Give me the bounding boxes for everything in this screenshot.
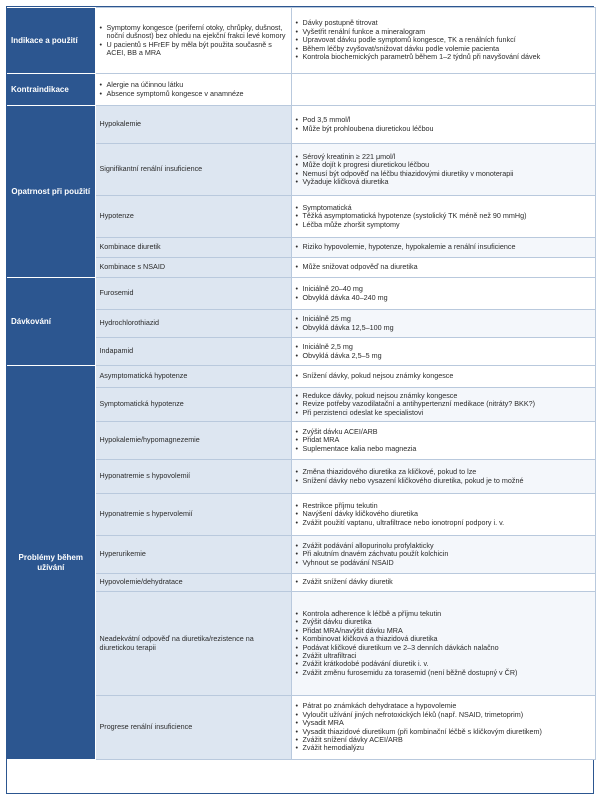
bullet-list bbox=[296, 285, 591, 302]
category-label: Opatrnost při použití bbox=[11, 186, 91, 196]
category-label: Kontraindikace bbox=[11, 84, 69, 94]
table-row bbox=[7, 574, 595, 592]
bullet-item: • Iniciálně 2,5 mg bbox=[296, 343, 591, 351]
row-details bbox=[291, 258, 595, 278]
bullet-item: • Obvyklá dávka 2,5–5 mg bbox=[296, 352, 591, 360]
row-details bbox=[291, 106, 595, 144]
row-right-details bbox=[291, 8, 595, 74]
row-right-details bbox=[291, 74, 595, 106]
table-row bbox=[7, 494, 595, 536]
row-details bbox=[291, 592, 595, 696]
table-row bbox=[7, 278, 595, 310]
row-left-details bbox=[95, 8, 291, 74]
bullet-item: • Může dojít k progresi diuretickou léčbou bbox=[296, 161, 591, 169]
bullet-item: • Snížení dávky nebo vysazení kličkového diuretika, pokud je to možné bbox=[296, 477, 591, 485]
table-row bbox=[7, 258, 595, 278]
bullet-list bbox=[296, 153, 591, 187]
diuretics-table-page bbox=[6, 6, 594, 794]
row-label: Hyponatremie s hypervolemií bbox=[95, 494, 291, 536]
row-label: Hypotenze bbox=[95, 196, 291, 238]
bullet-item: • Pod 3,5 mmol/l bbox=[296, 116, 591, 124]
row-details bbox=[291, 238, 595, 258]
bullet-item: • Pátrat po známkách dehydratace a hypovolemie bbox=[296, 702, 591, 710]
table-row bbox=[7, 310, 595, 338]
row-details bbox=[291, 388, 595, 422]
bullet-list bbox=[296, 502, 591, 527]
category-problemy-behem-uzivani bbox=[7, 366, 95, 760]
bullet-item: • Přidat MRA bbox=[296, 436, 591, 444]
table-row bbox=[7, 592, 595, 696]
bullet-list bbox=[296, 468, 591, 485]
bullet-item: • Vyhnout se podávání NSAID bbox=[296, 559, 591, 567]
bullet-item: • Nemusí být odpověď na léčbu thiazidovými diuretiky v monoterapii bbox=[296, 170, 591, 178]
row-details bbox=[291, 310, 595, 338]
bullet-item: • Při perzistenci odeslat ke specialistovi bbox=[296, 409, 591, 417]
bullet-item: • Obvyklá dávka 12,5–100 mg bbox=[296, 324, 591, 332]
table-row bbox=[7, 696, 595, 760]
bullet-item: • Absence symptomů kongesce v anamnéze bbox=[100, 90, 287, 98]
bullet-list bbox=[296, 702, 591, 752]
bullet-item: • U pacientů s HFrEF by měla být použita současně s ACEI, BB a MRA bbox=[100, 41, 287, 58]
bullet-item: • Kontrola biochemických parametrů během 1–2 týdnů při navyšování dávek bbox=[296, 53, 591, 61]
category-davkovani bbox=[7, 278, 95, 366]
bullet-item: • Obvyklá dávka 40–240 mg bbox=[296, 294, 591, 302]
row-label: Furosemid bbox=[95, 278, 291, 310]
bullet-item: • Vyšetřit renální funkce a mineralogram bbox=[296, 28, 591, 36]
bullet-item: • Vyloučit užívání jiných nefrotoxických léků (např. NSAID, trimetoprim) bbox=[296, 711, 591, 719]
row-label: Hypokalemie/hypomagnezemie bbox=[95, 422, 291, 460]
bullet-list bbox=[296, 204, 591, 229]
bullet-item: • Symptomy kongesce (periferní otoky, chrůpky, dušnost, noční dušnost) bez ohledu na ejekční frakci levé komory bbox=[100, 24, 287, 41]
row-label: Hyponatremie s hypovolemií bbox=[95, 460, 291, 494]
row-label: Indapamid bbox=[95, 338, 291, 366]
table-row bbox=[7, 74, 595, 106]
bullet-item: • Iniciálně 25 mg bbox=[296, 315, 591, 323]
bullet-item: • Upravovat dávku podle symptomů kongesce, TK a renálních funkcí bbox=[296, 36, 591, 44]
table-row bbox=[7, 388, 595, 422]
row-details bbox=[291, 494, 595, 536]
bullet-item: • Dávky postupně titrovat bbox=[296, 19, 591, 27]
bullet-item: • Může snižovat odpověď na diuretika bbox=[296, 263, 591, 271]
row-details bbox=[291, 696, 595, 760]
bullet-item: • Vyžaduje kličková diuretika bbox=[296, 178, 591, 186]
bullet-list bbox=[296, 578, 591, 586]
bullet-item: • Sérový kreatinin ≥ 221 μmol/l bbox=[296, 153, 591, 161]
table-row bbox=[7, 460, 595, 494]
bullet-list bbox=[296, 263, 591, 271]
bullet-item: • Alergie na účinnou látku bbox=[100, 81, 287, 89]
table-row bbox=[7, 536, 595, 574]
bullet-item: • Zvážit ultrafiltraci bbox=[296, 652, 591, 660]
bullet-list bbox=[296, 315, 591, 332]
row-details bbox=[291, 278, 595, 310]
row-details bbox=[291, 144, 595, 196]
bullet-item: • Kontrola adherence k léčbě a příjmu tekutin bbox=[296, 610, 591, 618]
bullet-list bbox=[100, 24, 287, 58]
bullet-item: • Zvážit krátkodobé podávání diuretik i. v. bbox=[296, 660, 591, 668]
bullet-item: • Vysadit thiazidové diuretikum (při kombinační léčbě s kličkovým diuretikem) bbox=[296, 728, 591, 736]
row-label: Kombinace diuretik bbox=[95, 238, 291, 258]
bullet-item: • Restrikce příjmu tekutin bbox=[296, 502, 591, 510]
bullet-item: • Zvážit změnu furosemidu za torasemid (není běžně dostupný v ČR) bbox=[296, 669, 591, 677]
table-row bbox=[7, 8, 595, 74]
category-label: Problémy během užívání bbox=[18, 553, 83, 572]
table-row bbox=[7, 238, 595, 258]
bullet-item: • Navýšení dávky kličkového diuretika bbox=[296, 510, 591, 518]
bullet-item: • Při akutním dnavém záchvatu použít kolchicin bbox=[296, 550, 591, 558]
bullet-list bbox=[296, 243, 591, 251]
row-label: Asymptomatická hypotenze bbox=[95, 366, 291, 388]
bullet-item: • Zvýšit dávku diuretika bbox=[296, 618, 591, 626]
bullet-list bbox=[296, 116, 591, 133]
category-kontraindikace bbox=[7, 74, 95, 106]
category-label: Dávkování bbox=[11, 316, 52, 326]
bullet-list bbox=[296, 392, 591, 417]
row-left-details bbox=[95, 74, 291, 106]
bullet-item: • Symptomatická bbox=[296, 204, 591, 212]
row-label: Hydrochlorothiazid bbox=[95, 310, 291, 338]
bullet-list bbox=[296, 343, 591, 360]
row-label: Neadekvátní odpověď na diuretika/rezistence na diuretickou terapii bbox=[95, 592, 291, 696]
row-label: Progrese renální insuficience bbox=[95, 696, 291, 760]
category-indikace-a-pouziti bbox=[7, 8, 95, 74]
bullet-item: • Léčba může zhoršit symptomy bbox=[296, 221, 591, 229]
table-row bbox=[7, 196, 595, 238]
row-details bbox=[291, 536, 595, 574]
bullet-item: • Suplementace kalia nebo magnezia bbox=[296, 445, 591, 453]
bullet-item: • Snížení dávky, pokud nejsou známky kongesce bbox=[296, 372, 591, 380]
row-label: Hypovolemie/dehydratace bbox=[95, 574, 291, 592]
bullet-list bbox=[296, 542, 591, 567]
bullet-item: • Zvážit použití vaptanu, ultrafiltrace nebo ionotropní podpory i. v. bbox=[296, 519, 591, 527]
category-label: Indikace a použití bbox=[11, 35, 78, 45]
bullet-item: • Zvážit snížení dávky diuretik bbox=[296, 578, 591, 586]
bullet-item: • Riziko hypovolemie, hypotenze, hypokalemie a renální insuficience bbox=[296, 243, 591, 251]
category-opatrnost-pri-pouziti bbox=[7, 106, 95, 278]
row-label: Kombinace s NSAID bbox=[95, 258, 291, 278]
row-details bbox=[291, 196, 595, 238]
bullet-item: • Redukce dávky, pokud nejsou známky kongesce bbox=[296, 392, 591, 400]
bullet-item: • Zvýšit dávku ACEI/ARB bbox=[296, 428, 591, 436]
bullet-item: • Podávat kličkové diuretikum ve 2–3 denních dávkách nalačno bbox=[296, 644, 591, 652]
table-row bbox=[7, 422, 595, 460]
row-details bbox=[291, 422, 595, 460]
bullet-item: • Kombinovat kličková a thiazidová diuretika bbox=[296, 635, 591, 643]
bullet-item: • Těžká asymptomatická hypotenze (systolický TK méně než 90 mmHg) bbox=[296, 212, 591, 220]
bullet-item: • Zvážit podávání allopurinolu profylakticky bbox=[296, 542, 591, 550]
table-row bbox=[7, 366, 595, 388]
row-label: Hypokalemie bbox=[95, 106, 291, 144]
diuretics-table bbox=[7, 7, 596, 760]
bullet-list bbox=[296, 372, 591, 380]
bullet-item: • Iniciálně 20–40 mg bbox=[296, 285, 591, 293]
bullet-item: • Vysadit MRA bbox=[296, 719, 591, 727]
bullet-list bbox=[296, 428, 591, 453]
bullet-list bbox=[296, 610, 591, 677]
table-row bbox=[7, 144, 595, 196]
bullet-list bbox=[296, 19, 591, 61]
row-label: Signifikantní renální insuficience bbox=[95, 144, 291, 196]
bullet-item: • Zvážit hemodialýzu bbox=[296, 744, 591, 752]
row-details bbox=[291, 338, 595, 366]
row-label: Symptomatická hypotenze bbox=[95, 388, 291, 422]
row-details bbox=[291, 460, 595, 494]
bullet-item: • Může být prohloubena diuretickou léčbou bbox=[296, 125, 591, 133]
bullet-list bbox=[100, 81, 287, 98]
row-details bbox=[291, 574, 595, 592]
bullet-item: • Změna thiazidového diuretika za kličkové, pokud to lze bbox=[296, 468, 591, 476]
row-details bbox=[291, 366, 595, 388]
table-row bbox=[7, 106, 595, 144]
row-label: Hyperurikemie bbox=[95, 536, 291, 574]
bullet-item: • Zvážit snížení dávky ACEI/ARB bbox=[296, 736, 591, 744]
bullet-item: • Během léčby zvyšovat/snižovat dávku podle volemie pacienta bbox=[296, 45, 591, 53]
bullet-item: • Revize potřeby vazodilatační a antihypertenzní medikace (nitráty? BKK?) bbox=[296, 400, 591, 408]
bullet-item: • Přidat MRA/navýšit dávku MRA bbox=[296, 627, 591, 635]
table-row bbox=[7, 338, 595, 366]
